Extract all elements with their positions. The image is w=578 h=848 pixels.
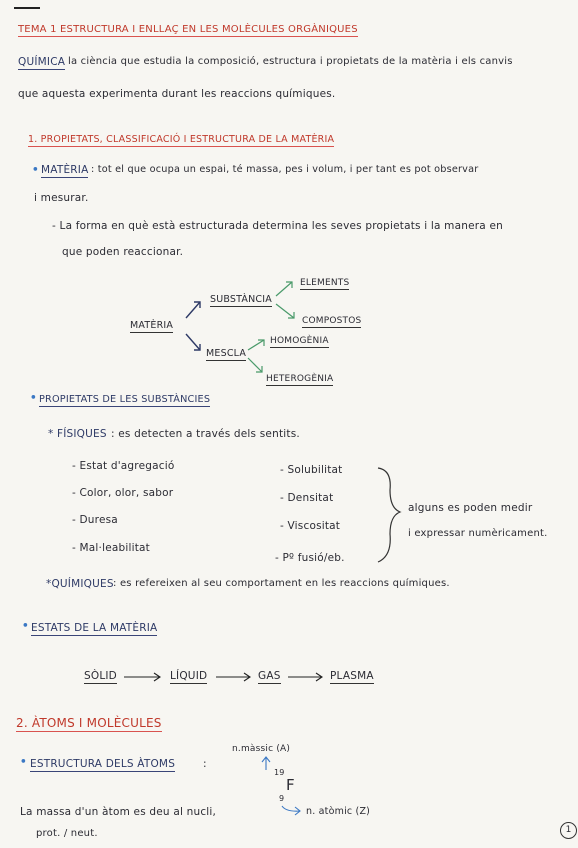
state-solid: SÒLID [84, 670, 117, 682]
mass-number-label: n.màssic (A) [232, 744, 291, 754]
element-symbol: F [286, 776, 295, 794]
massa-line1: La massa d'un àtom es deu al nucli, [20, 806, 217, 818]
massa-line2: prot. / neut. [36, 828, 98, 839]
prop-right-item: - Solubilitat [280, 464, 343, 476]
quimiques-def: : es refereixen al seu comportament en les reaccions químiques. [113, 578, 450, 589]
section1-title: 1. PROPIETATS, CLASSIFICACIÓ I ESTRUCTURA DE LA MATÈRIA [28, 134, 335, 145]
diagram-homogenia: HOMOGÈNIA [270, 336, 329, 346]
fisiques-def: : es detecten a través dels sentits. [111, 428, 300, 440]
forma-line2: que poden reaccionar. [62, 246, 184, 258]
materia-def-line2: i mesurar. [34, 192, 89, 204]
quimica-def-line2: que aquesta experimenta durant les reaccions químiques. [18, 88, 336, 100]
prop-right-item: - Viscositat [280, 520, 341, 532]
prop-note-line1: alguns es poden medir [408, 502, 533, 514]
atomic-number: 9 [279, 794, 285, 803]
bullet-icon: • [32, 164, 39, 176]
fisiques-term: * FÍSIQUES [48, 428, 107, 440]
quimica-term: QUÍMICA [18, 56, 66, 68]
diagram-materia: MATÈRIA [130, 320, 174, 331]
quimiques-term: *QUÍMIQUES [46, 578, 114, 590]
prop-left-item: - Mal·leabilitat [72, 542, 150, 554]
prop-note-line2: i expressar numèricament. [408, 528, 548, 539]
materia-def-line1: : tot el que ocupa un espai, té massa, pes i volum, i per tant es pot observar [91, 164, 479, 175]
estructura-atoms-title: ESTRUCTURA DELS ÀTOMS [30, 758, 176, 770]
atomic-number-label: n. atòmic (Z) [306, 806, 371, 817]
estats-title: ESTATS DE LA MATÈRIA [31, 622, 158, 634]
bullet-icon: • [22, 620, 29, 632]
diagram-substancia: SUBSTÀNCIA [210, 294, 272, 305]
mass-number: 19 [274, 768, 285, 777]
materia-term: MATÈRIA [41, 164, 89, 176]
bullet-icon: • [20, 756, 27, 768]
diagram-elements: ELEMENTS [300, 278, 350, 288]
bullet-icon: • [30, 392, 37, 404]
section2-title: 2. ÀTOMS I MOLÈCULES [16, 716, 162, 730]
prop-right-item: - Pº fusió/eb. [275, 552, 345, 564]
state-plasma: PLASMA [330, 670, 374, 682]
state-liquid: LÍQUID [170, 670, 208, 682]
prop-left-item: - Duresa [72, 514, 118, 526]
page-title: TEMA 1 ESTRUCTURA I ENLLAÇ EN LES MOLÈCULES ORGÀNIQUES [18, 24, 358, 35]
estructura-colon: : [203, 758, 207, 770]
diagram-compostos: COMPOSTOS [302, 316, 362, 326]
diagram-heterogenia: HETEROGÈNIA [266, 374, 334, 384]
propietats-title: PROPIETATS DE LES SUBSTÀNCIES [39, 394, 211, 405]
state-gas: GAS [258, 670, 281, 682]
prop-right-item: - Densitat [280, 492, 334, 504]
prop-left-item: - Estat d'agregació [72, 460, 175, 472]
page-number: 1 [560, 822, 577, 839]
prop-left-item: - Color, olor, sabor [72, 487, 174, 499]
quimica-def-line1: la ciència que estudia la composició, estructura i propietats de la matèria i els canvis [68, 56, 513, 67]
forma-line1: - La forma en què està estructurada determina les seves propietats i la manera en [52, 220, 503, 232]
diagram-mescla: MESCLA [206, 348, 247, 359]
